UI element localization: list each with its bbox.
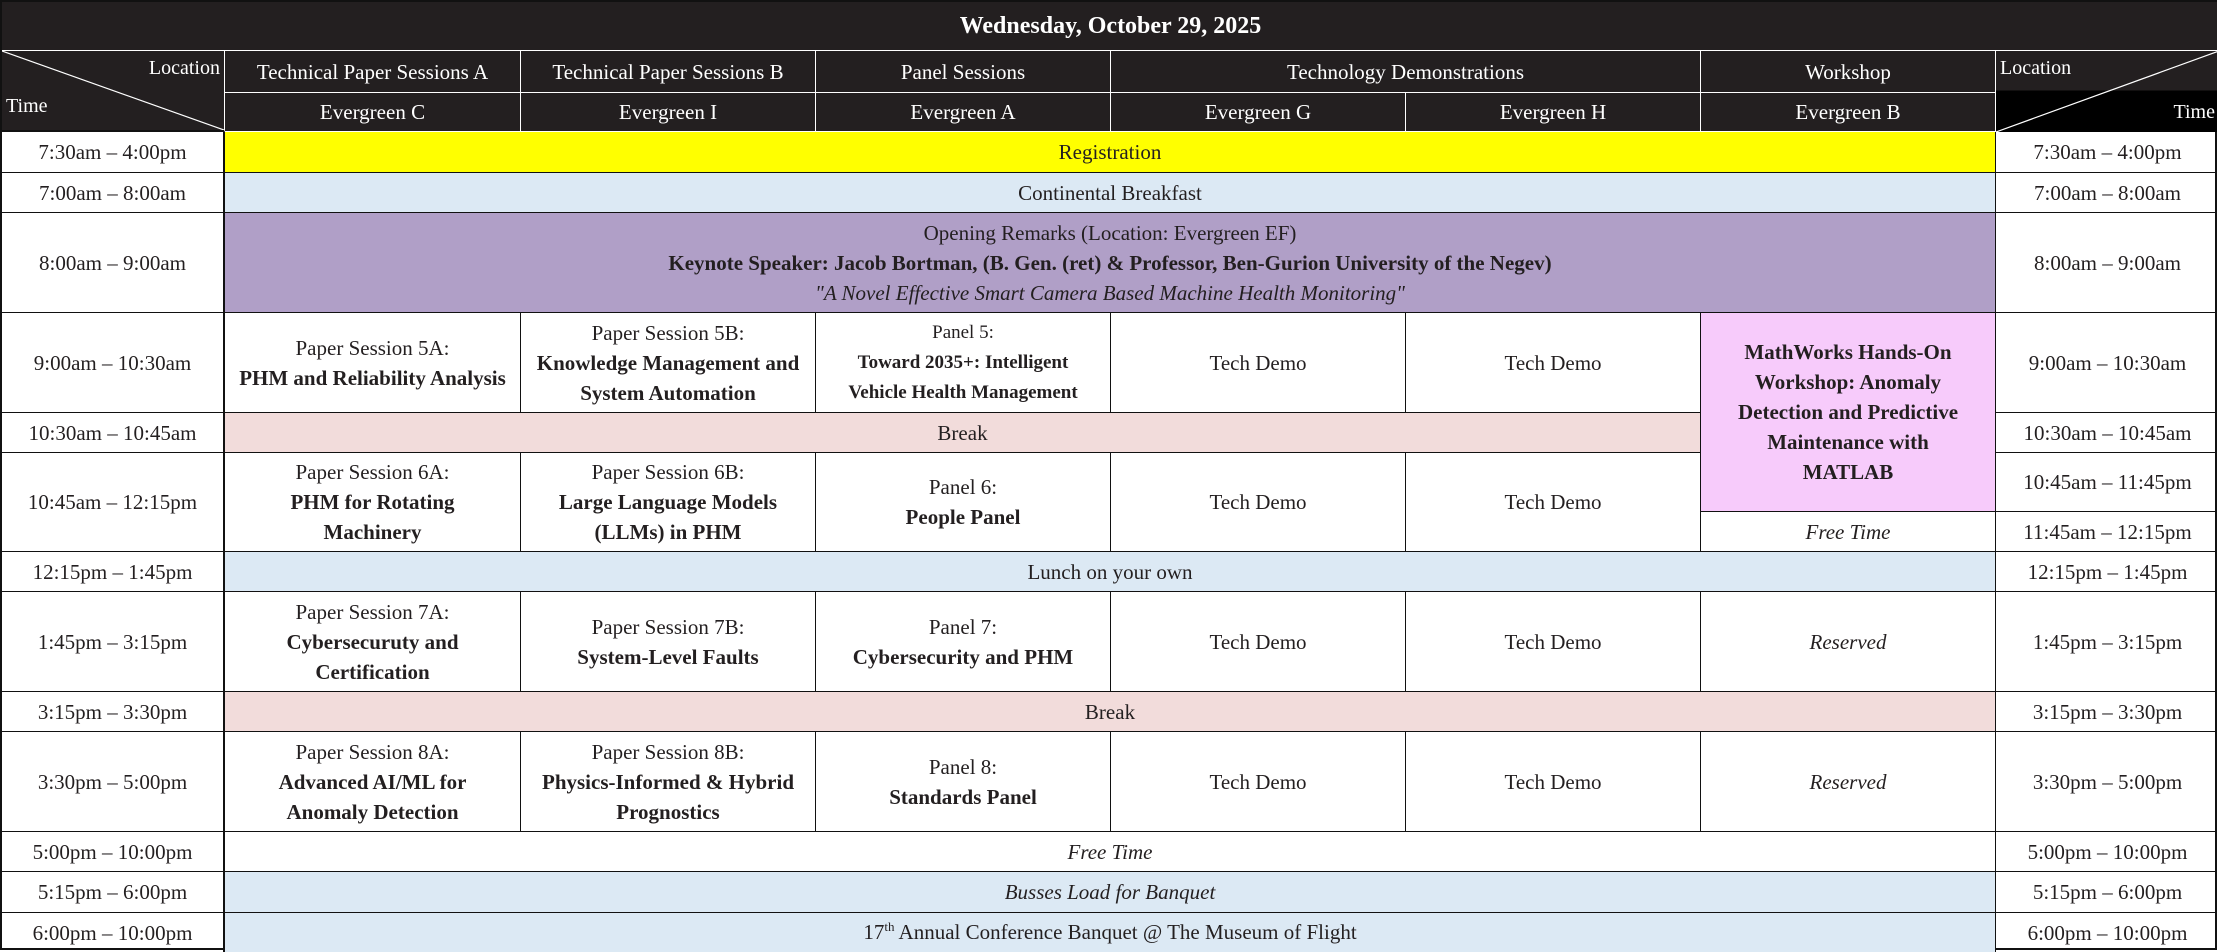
time-slot-left: 7:30am – 4:00pm [2, 132, 225, 173]
time-slot-right: 7:30am – 4:00pm [1996, 132, 2217, 173]
keynote-title: "A Novel Effective Smart Camera Based Machine Health Monitoring" [815, 280, 1405, 305]
opening-remarks: Opening Remarks (Location: Evergreen EF) [923, 220, 1297, 245]
location-label: Location [2000, 57, 2072, 79]
session-6a [225, 453, 521, 552]
tech-demo: Tech Demo [1111, 592, 1406, 692]
track-header: Technical Paper Sessions B [521, 51, 816, 93]
panel-6 [816, 453, 1111, 552]
time-slot-right: 10:45am – 11:45pm [1996, 453, 2217, 512]
session-label: Paper Session 7A: [295, 599, 450, 624]
panel-7 [816, 592, 1111, 692]
time-slot-right: 11:45am – 12:15pm [1996, 512, 2217, 552]
time-slot-left: 8:00am – 9:00am [2, 213, 225, 313]
time-slot-left: 5:15pm – 6:00pm [2, 872, 225, 913]
session-label: Paper Session 8B: [591, 739, 745, 764]
session-label: Paper Session 6B: [591, 460, 745, 484]
lunch-event: Lunch on your own [225, 552, 1996, 592]
time-slot-left: 1:45pm – 3:15pm [2, 592, 225, 692]
session-8a [225, 732, 521, 832]
session-6b [521, 453, 816, 552]
session-5b [521, 313, 816, 413]
time-slot-right: 8:00am – 9:00am [1996, 213, 2217, 313]
time-label: Time [2173, 101, 2215, 123]
time-label: Time [6, 95, 48, 117]
time-slot-right: 1:45pm – 3:15pm [1996, 592, 2217, 692]
banquet-ordinal: th [884, 919, 895, 934]
session-7a [225, 592, 521, 692]
session-label: Paper Session 5A: [295, 335, 450, 360]
corner-header-right [1996, 51, 2217, 132]
track-header: Technology Demonstrations [1111, 51, 1701, 93]
session-title: System-Level Faults [577, 644, 759, 669]
track-header: Workshop [1701, 51, 1996, 93]
session-title: Large Language Models (LLMs) in PHM [558, 490, 778, 544]
session-title: Advanced AI/ML for Anomaly Detection [278, 769, 467, 824]
tech-demo: Tech Demo [1111, 313, 1406, 413]
time-slot-left: 3:15pm – 3:30pm [2, 692, 225, 732]
panel-8 [816, 732, 1111, 832]
corner-header-left [2, 51, 225, 132]
session-title: People Panel [905, 505, 1021, 529]
location-label: Location [148, 57, 220, 79]
time-slot-left: 7:00am – 8:00am [2, 173, 225, 213]
page-title: Wednesday, October 29, 2025 [2, 2, 2217, 51]
banquet-event [225, 913, 1996, 952]
time-slot-left: 9:00am – 10:30am [2, 313, 225, 413]
session-5a [225, 313, 521, 413]
session-title: PHM and Reliability Analysis [239, 365, 506, 390]
tech-demo: Tech Demo [1406, 732, 1701, 832]
tech-demo: Tech Demo [1111, 732, 1406, 832]
session-title: Toward 2035+: Intelligent Vehicle Health Management [848, 351, 1078, 403]
room-header: Evergreen B [1701, 93, 1996, 132]
session-8b [521, 732, 816, 832]
room-header: Evergreen C [225, 93, 521, 132]
session-title: Physics-Informed & Hybrid Prognostics [542, 769, 794, 824]
time-slot-right: 7:00am – 8:00am [1996, 173, 2217, 213]
time-slot-left: 5:00pm – 10:00pm [2, 832, 225, 872]
time-slot-right: 5:15pm – 6:00pm [1996, 872, 2217, 913]
time-slot-left: 6:00pm – 10:00pm [2, 913, 225, 952]
reserved-slot: Reserved [1701, 592, 1996, 692]
session-label: Panel 7: [928, 614, 998, 639]
room-header: Evergreen H [1406, 93, 1701, 132]
room-header: Evergreen I [521, 93, 816, 132]
registration-event: Registration [225, 132, 1996, 173]
time-slot-right: 10:30am – 10:45am [1996, 413, 2217, 453]
session-label: Panel 6: [928, 475, 998, 499]
time-slot-right: 12:15pm – 1:45pm [1996, 552, 2217, 592]
banquet-text: Annual Conference Banquet @ The Museum of Flight [894, 920, 1357, 944]
time-slot-left: 3:30pm – 5:00pm [2, 732, 225, 832]
session-label: Paper Session 5B: [591, 320, 745, 345]
session-label: Panel 5: [932, 321, 994, 343]
keynote-event [225, 213, 1996, 313]
track-header: Technical Paper Sessions A [225, 51, 521, 93]
time-slot-right: 6:00pm – 10:00pm [2027, 920, 2188, 945]
break-event: Break [225, 692, 1996, 732]
time-slot-left: 10:30am – 10:45am [2, 413, 225, 453]
track-header: Panel Sessions [816, 51, 1111, 93]
session-label: Paper Session 7B: [591, 614, 745, 639]
banquet-number: 17 [863, 920, 885, 944]
session-title: Standards Panel [889, 784, 1037, 809]
tech-demo: Tech Demo [1406, 453, 1701, 552]
session-title: Cybersecurity and PHM [852, 644, 1074, 669]
busses-event: Busses Load for Banquet [225, 872, 1996, 913]
room-header: Evergreen A [816, 93, 1111, 132]
tech-demo: Tech Demo [1111, 453, 1406, 552]
time-slot-right: 5:00pm – 10:00pm [1996, 832, 2217, 872]
time-slot-right: 3:15pm – 3:30pm [1996, 692, 2217, 732]
session-title: Cybersecuruty and Certification [286, 629, 459, 684]
session-label: Panel 8: [928, 754, 998, 779]
session-label: Paper Session 8A: [295, 739, 450, 764]
free-time: Free Time [1701, 512, 1996, 552]
break-event: Break [225, 413, 1701, 453]
workshop-event: MathWorks Hands-On Workshop: Anomaly Detection and Predictive Maintenance with MATLAB [1701, 313, 1996, 512]
tech-demo: Tech Demo [1406, 592, 1701, 692]
session-title: PHM for Rotating Machinery [290, 490, 455, 544]
time-slot-left: 10:45am – 12:15pm [2, 453, 225, 552]
session-label: Paper Session 6A: [295, 460, 450, 484]
keynote-speaker: Keynote Speaker: Jacob Bortman, (B. Gen. (ret) & Professor, Ben-Gurion University of the Negev) [668, 250, 1552, 275]
time-slot-right: 9:00am – 10:30am [1996, 313, 2217, 413]
time-slot-left: 12:15pm – 1:45pm [2, 552, 225, 592]
tech-demo: Tech Demo [1406, 313, 1701, 413]
session-title: Knowledge Management and System Automation [536, 350, 800, 405]
reserved-slot: Reserved [1701, 732, 1996, 832]
room-header: Evergreen G [1111, 93, 1406, 132]
time-slot-right: 3:30pm – 5:00pm [1996, 732, 2217, 832]
free-time-evening: Free Time [225, 832, 1996, 872]
panel-5 [816, 313, 1111, 413]
session-7b [521, 592, 816, 692]
breakfast-event: Continental Breakfast [225, 173, 1996, 213]
